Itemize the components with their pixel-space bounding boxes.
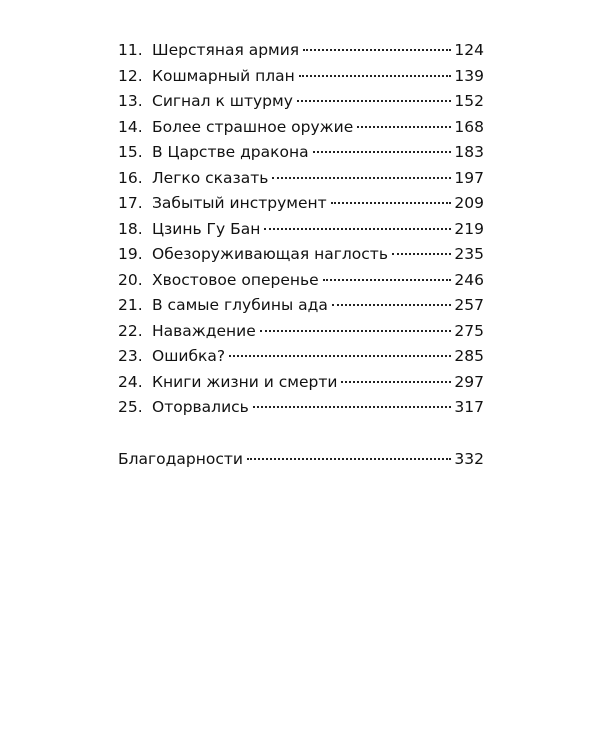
toc-dot-leader: [264, 228, 451, 230]
toc-entry-title: Цзинь Гу Бан: [152, 219, 261, 238]
toc-entry: [118, 242, 484, 268]
toc-dot-leader: [331, 202, 452, 204]
toc-entry-page: 152: [454, 92, 484, 110]
toc-entry-page: 246: [454, 270, 484, 289]
toc-entry-title: Сигнал к штурму: [152, 92, 293, 110]
toc-entry-page: 275: [454, 321, 484, 340]
toc-entry: [118, 64, 484, 90]
toc-entry-title: В самые глубины ада: [152, 296, 328, 314]
toc-entry: [118, 115, 484, 141]
toc-entry-page: 139: [454, 66, 484, 85]
toc-entry-title: Обезоруживающая наглость: [152, 245, 388, 263]
toc-entry: [118, 38, 484, 64]
toc-dot-leader: [260, 330, 452, 332]
toc-dot-leader: [297, 100, 452, 102]
toc-entry-page: 235: [454, 245, 484, 263]
toc-entry-page: 197: [454, 168, 484, 187]
toc-entry-page: 209: [454, 194, 484, 212]
toc-entry: [118, 217, 484, 243]
toc-entry-title: Благодарности: [118, 449, 243, 468]
toc-dot-leader: [272, 177, 451, 179]
toc-dot-leader: [357, 126, 451, 128]
toc-entry-number: 21.: [118, 296, 143, 314]
toc-entry: [118, 293, 484, 319]
toc-entry-page: 124: [454, 41, 484, 59]
toc-entry-title: В Царстве дракона: [152, 143, 309, 161]
toc-dot-leader: [332, 304, 452, 306]
toc-entry-number: 22.: [118, 321, 143, 340]
toc-entry-title: Хвостовое оперенье: [152, 270, 319, 289]
toc-entry-title: Наваждение: [152, 321, 256, 340]
toc-entry-number: 23.: [118, 347, 143, 365]
toc-entry: [118, 344, 484, 370]
toc-dot-leader: [341, 381, 451, 383]
toc-entry-number: 13.: [118, 92, 143, 110]
toc-entry-page: 168: [454, 117, 484, 136]
toc-entry-page: 183: [454, 143, 484, 161]
toc-entry: [118, 319, 484, 345]
toc-entry-page: 332: [454, 449, 484, 468]
toc-entry-page: 219: [454, 219, 484, 238]
toc-entry-number: 17.: [118, 194, 143, 212]
toc-entry-number: 19.: [118, 245, 143, 263]
toc-entry-page: 285: [454, 347, 484, 365]
toc-entry: [118, 395, 484, 421]
toc-dot-leader: [253, 406, 452, 408]
toc-dot-leader: [229, 355, 451, 357]
toc-dot-leader: [392, 253, 451, 255]
toc-entry-title: Забытый инструмент: [152, 194, 327, 212]
toc-entry-acknowledgements: [118, 447, 484, 473]
toc-entry-title: Ошибка?: [152, 347, 226, 365]
toc-entry-number: 12.: [118, 66, 143, 85]
toc-entry-number: 16.: [118, 168, 143, 187]
toc-dot-leader: [323, 279, 452, 281]
toc-entry-number: 24.: [118, 372, 143, 391]
toc-entry: [118, 268, 484, 294]
toc-entry: [118, 140, 484, 166]
toc-entry-number: 15.: [118, 143, 143, 161]
toc-entry-number: 11.: [118, 41, 143, 59]
toc-dot-leader: [303, 49, 451, 51]
toc-entry-number: 14.: [118, 117, 143, 136]
toc-entry: [118, 166, 484, 192]
toc-entry-page: 297: [454, 372, 484, 391]
toc-entry-number: 20.: [118, 270, 143, 289]
table-of-contents: [118, 38, 484, 472]
toc-entry-title: Шерстяная армия: [152, 41, 300, 59]
toc-dot-leader: [313, 151, 452, 153]
toc-entry: [118, 191, 484, 217]
toc-entry-title: Легко сказать: [152, 168, 269, 187]
toc-entry-page: 257: [454, 296, 484, 314]
toc-entry: [118, 89, 484, 115]
toc-entry-title: Более страшное оружие: [152, 117, 354, 136]
toc-dot-leader: [299, 75, 452, 77]
toc-entry-title: Кошмарный план: [152, 66, 295, 85]
toc-entry-number: 25.: [118, 398, 143, 416]
toc-entry-title: Оторвались: [152, 398, 249, 416]
toc-entry-page: 317: [454, 398, 484, 416]
toc-entry-title: Книги жизни и смерти: [152, 372, 338, 391]
toc-dot-leader: [247, 458, 451, 460]
toc-section-gap: [118, 421, 484, 447]
toc-entry-number: 18.: [118, 219, 143, 238]
toc-entry: [118, 370, 484, 396]
